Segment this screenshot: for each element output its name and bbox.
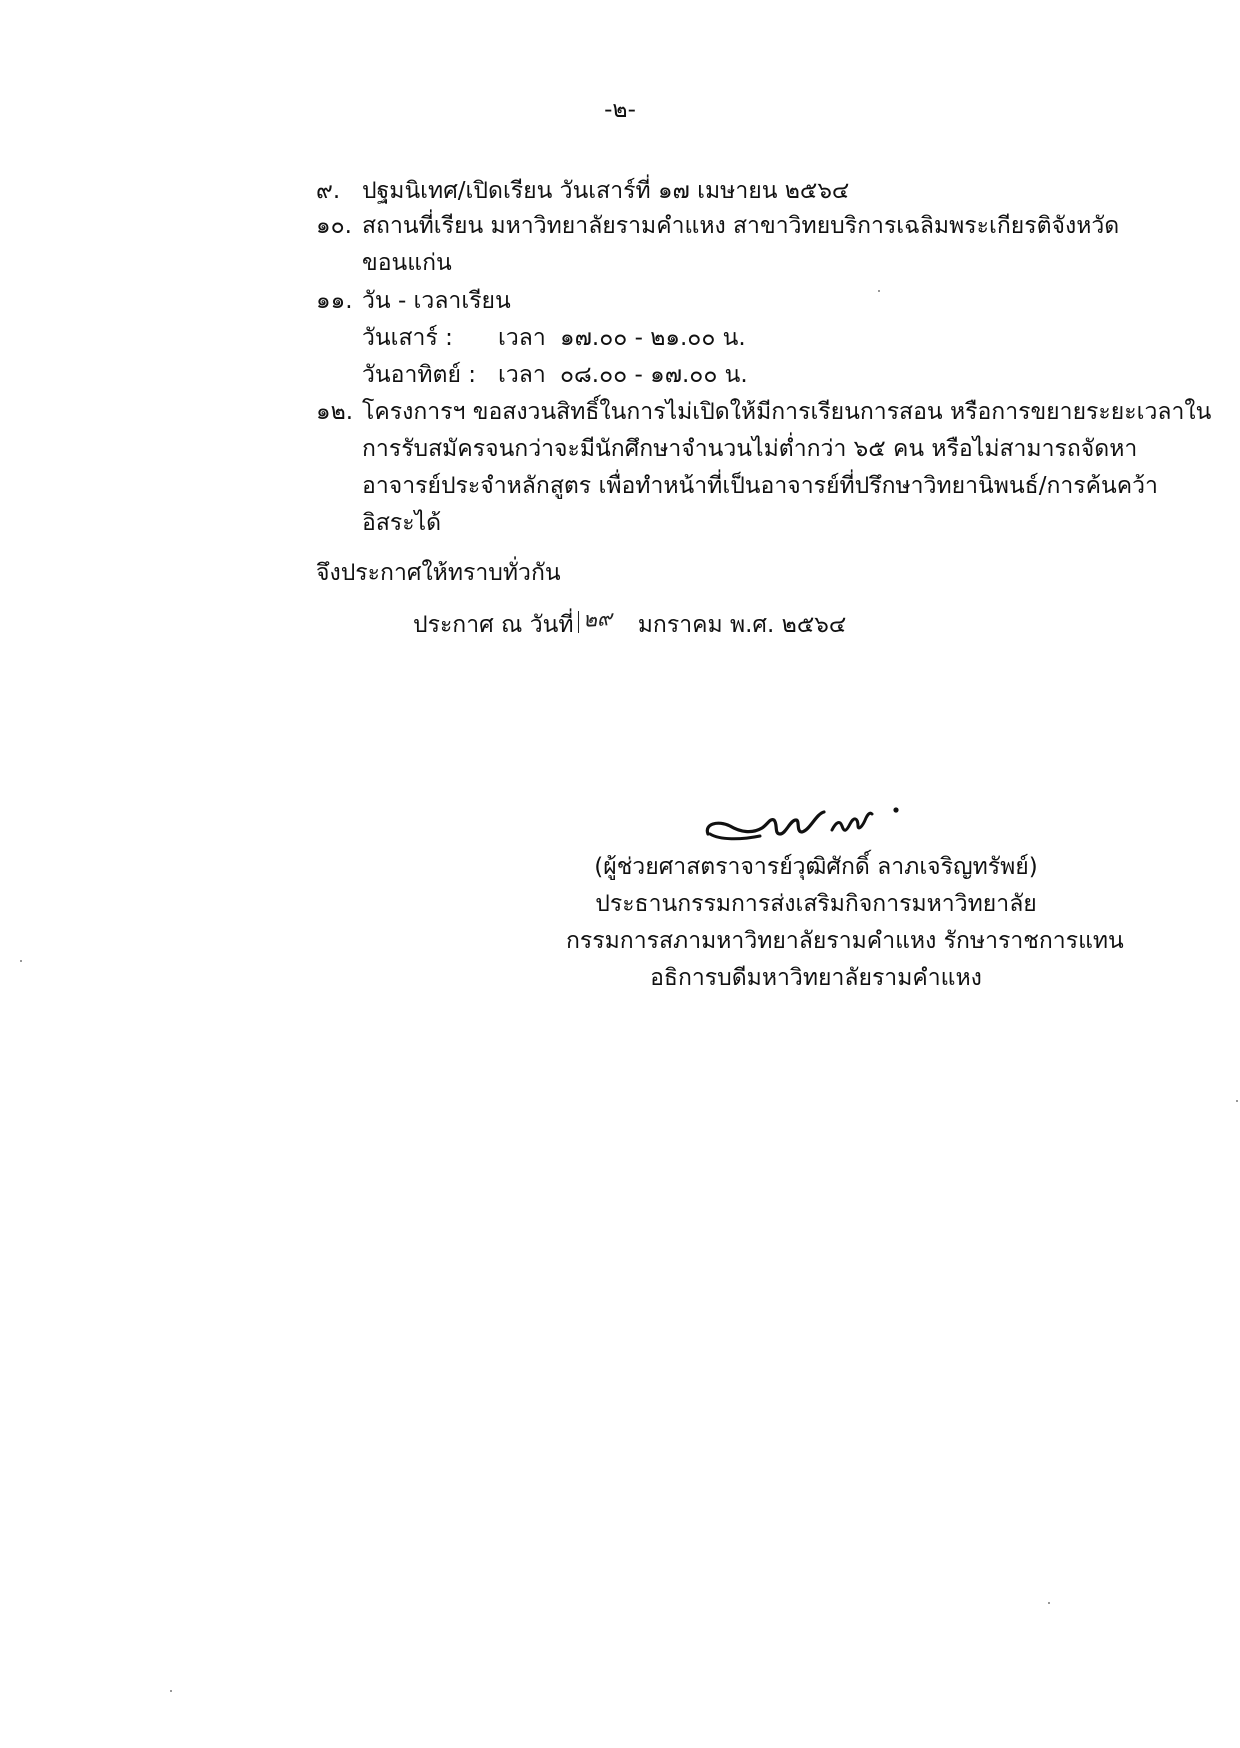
scan-speck [878, 290, 880, 292]
signatory-name: (ผู้ช่วยศาสตราจารย์วุฒิศักดิ์ ลาภเจริญทรัพย์) [594, 854, 1038, 880]
closing-statement: จึงประกาศให้ทราบทั่วกัน [316, 560, 561, 586]
item-text: ปฐมนิเทศ/เปิดเรียน วันเสาร์ที่ ๑๗ เมษายน ๒๕๖๔ [362, 178, 850, 204]
list-item [316, 173, 1106, 210]
handwritten-day: ๒๙ [581, 606, 613, 632]
date-mark [578, 611, 579, 633]
signatory-title: ประธานกรรมการส่งเสริมกิจการมหาวิทยาลัย [595, 891, 1037, 917]
signatory-title: กรรมการสภามหาวิทยาลัยรามคำแหง รักษาราชการแทน [566, 928, 1124, 954]
scan-speck [170, 1690, 172, 1692]
page-number: -๒- [604, 97, 636, 123]
signatory-block [566, 849, 1124, 997]
date-suffix: มกราคม พ.ศ. ๒๕๖๔ [637, 612, 847, 638]
item-number: ๑๒. [316, 399, 354, 425]
list-item [316, 208, 1120, 282]
item-text: อิสระได้ [362, 510, 442, 536]
announcement-date [413, 607, 846, 644]
schedule-time: ๐๘.๐๐ - ๑๗.๐๐ น. [560, 362, 748, 388]
item-number: ๑๑. [316, 288, 353, 314]
schedule-day: วันอาทิตย์ : [362, 362, 477, 388]
schedule-row-sunday [362, 357, 748, 394]
item-text: สถานที่เรียน มหาวิทยาลัยรามคำแหง สาขาวิทยบริการเฉลิมพระเกียรติจังหวัด [362, 213, 1120, 239]
item-text: วัน - เวลาเรียน [362, 288, 511, 314]
item-number: ๙. [316, 178, 341, 204]
schedule-time: ๑๗.๐๐ - ๒๑.๐๐ น. [560, 325, 746, 351]
list-item [316, 394, 1212, 542]
signature-scrawl-icon [700, 790, 930, 850]
item-text: ขอนแก่น [362, 250, 452, 276]
schedule-label: เวลา [498, 362, 546, 388]
item-text: โครงการฯ ขอสงวนสิทธิ์ในการไม่เปิดให้มีการเรียนการสอน หรือการขยายระยะเวลาใน [362, 399, 1212, 425]
schedule-row-saturday [362, 320, 746, 357]
signatory-title: อธิการบดีมหาวิทยาลัยรามคำแหง [650, 965, 982, 991]
list-item [316, 283, 1106, 320]
item-text: การรับสมัครจนกว่าจะมีนักศึกษาจำนวนไม่ต่ำกว่า ๖๕ คน หรือไม่สามารถจัดหา [362, 436, 1138, 462]
item-text: อาจารย์ประจำหลักสูตร เพื่อทำหน้าที่เป็นอาจารย์ที่ปรึกษาวิทยานิพนธ์/การค้นคว้า [362, 473, 1158, 499]
scan-speck [20, 960, 22, 962]
schedule-label: เวลา [498, 325, 546, 351]
item-number: ๑๐. [316, 213, 352, 239]
date-prefix: ประกาศ ณ วันที่ [413, 612, 574, 638]
schedule-day: วันเสาร์ : [362, 325, 453, 351]
scan-speck [1048, 1602, 1050, 1604]
scan-speck [1236, 1100, 1238, 1102]
